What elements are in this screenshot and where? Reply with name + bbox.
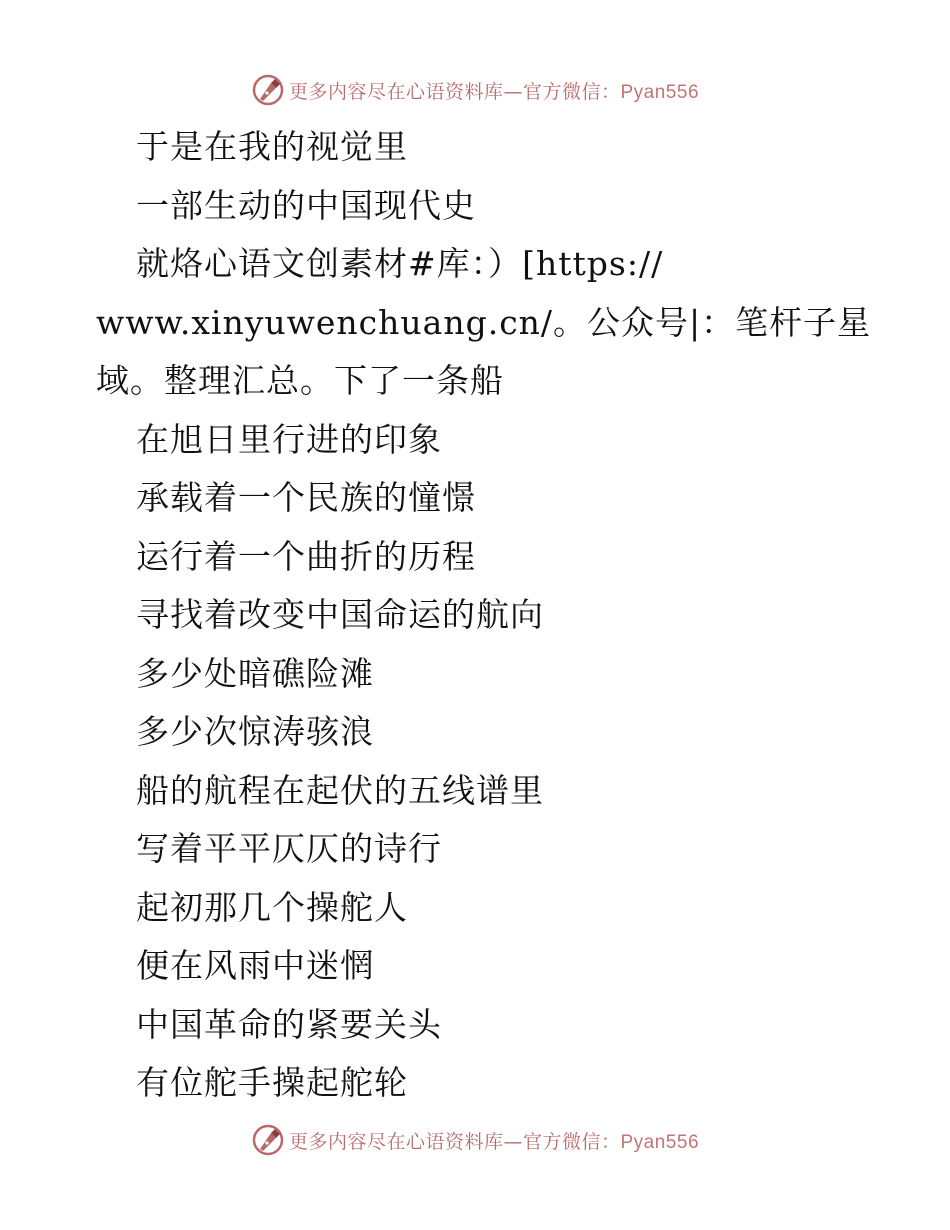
footer-watermark (0, 1120, 950, 1160)
poem-line: 于是在我的视觉里 (136, 127, 408, 166)
footer-watermark-text: 更多内容尽在心语资料库—官方微信：Pyan556 (288, 1130, 700, 1153)
poem-line: 有位舵手操起舵轮 (136, 1063, 408, 1102)
poem-line: 一部生动的中国现代史 (136, 185, 476, 225)
poem-line: 承载着一个民族的憧憬 (136, 478, 476, 517)
header-watermark (0, 70, 950, 110)
poem-body (96, 118, 872, 1113)
pen-nib-logo-icon (251, 1123, 285, 1157)
header-watermark-text: 更多内容尽在心语资料库—官方微信：Pyan556 (288, 80, 700, 103)
header-account: Pyan556 (620, 81, 700, 103)
poem-line: 寻找着改变中国命运的航向 (136, 595, 544, 634)
pen-nib-logo-icon (251, 73, 285, 107)
poem-line: 中国革命的紧要关头 (136, 1004, 442, 1044)
poem-line: 多少处暗礁险滩 (136, 653, 374, 693)
poem-line: 便在风雨中迷惘 (136, 946, 374, 985)
poem-line: 多少次惊涛骇浪 (136, 712, 374, 751)
poem-line: 起初那几个操舵人 (136, 887, 408, 927)
poem-line: 在旭日里行进的印象 (136, 419, 442, 459)
poem-line: 运行着一个曲折的历程 (136, 536, 476, 576)
poem-line: 写着平平仄仄的诗行 (136, 829, 442, 868)
poem-line: 就烙心语文创素材#库：）[https:// (136, 244, 664, 283)
footer-account: Pyan556 (620, 1131, 700, 1153)
poem-line: www.xinyuwenchuang.cn/。公众号|：笔杆子星 (96, 302, 872, 342)
poem-line: 域。整理汇总。下了一条船 (96, 361, 504, 400)
poem-line: 船的航程在起伏的五线谱里 (136, 770, 544, 810)
